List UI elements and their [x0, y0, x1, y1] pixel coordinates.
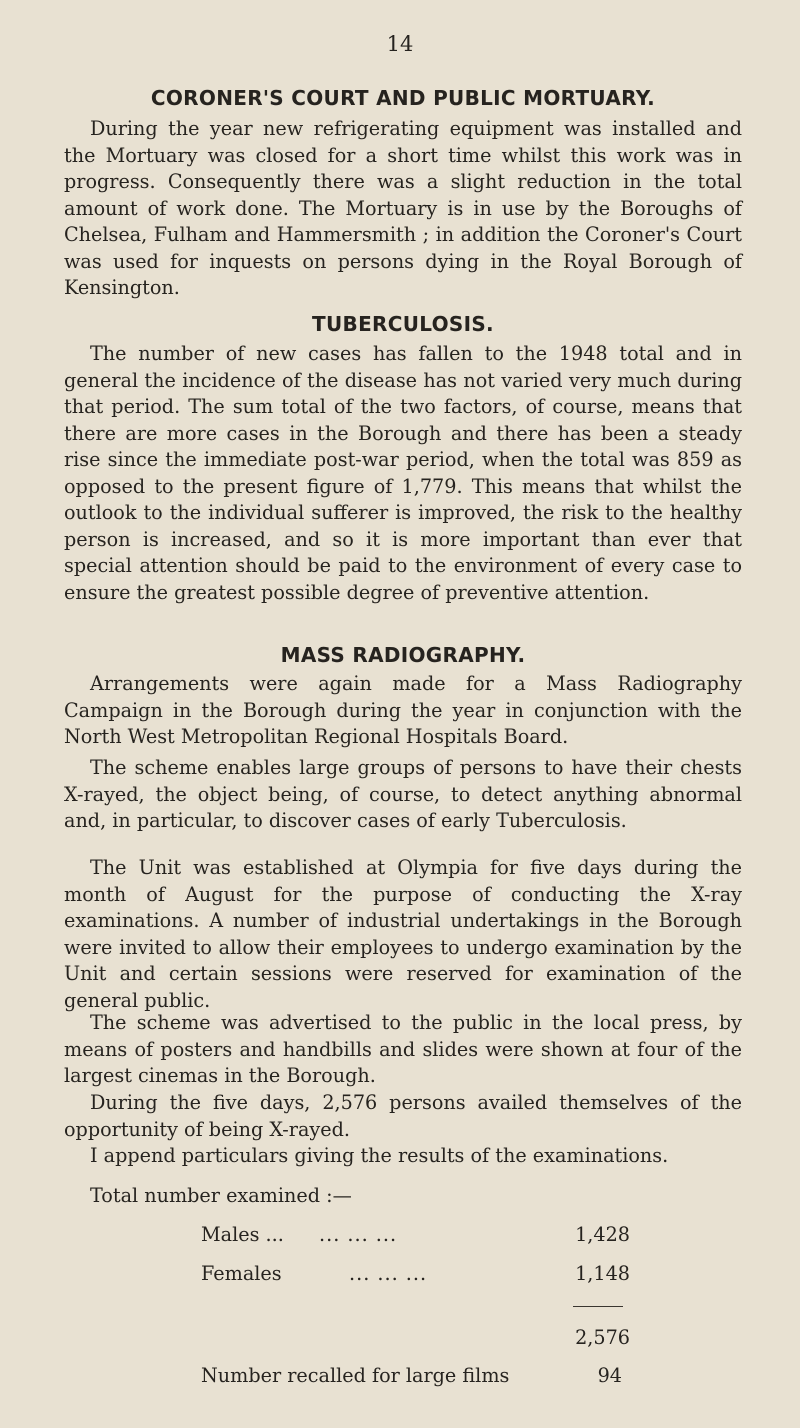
row-label: Males ...: [201, 1223, 284, 1246]
table-row: [0, 1222, 800, 1248]
section-heading: MASS RADIOGRAPHY.: [280, 643, 526, 667]
section-body: [64, 855, 742, 1014]
table-total-row: [0, 1325, 800, 1351]
table-row: [0, 1261, 800, 1287]
paragraph: The scheme was advertised to the public in the local press, by means of posters and handbills and slides were shown at four of the largest cinemas in the Borough.: [64, 1011, 742, 1087]
page-number: 14: [386, 32, 414, 56]
section-body: [64, 116, 742, 302]
section-body: [64, 1090, 742, 1143]
paragraph: Arrangements were again made for a Mass Radiography Campaign in the Borough during the year in conjunction with the North West Metropolitan Regional Hospitals Board.: [64, 672, 742, 748]
section-tuberculosis: [64, 312, 742, 336]
section-body: [64, 755, 742, 835]
row-value: 94: [597, 1364, 622, 1387]
paragraph: The Unit was established at Olympia for five days during the month of August for the purpose of conducting the X-ray examinations. A number of industrial undertakings in the Borough were invited to allow their employees to undergo examination by the Unit and certain sessions were reserved for examination of the general public.: [64, 856, 742, 1012]
table-intro-text: Total number examined :—: [90, 1184, 352, 1207]
table-intro: [64, 1183, 742, 1210]
row-value: 1,148: [575, 1262, 630, 1285]
section-body: [64, 671, 742, 751]
row-label: Number recalled for large films: [201, 1364, 510, 1387]
section-body: [64, 1010, 742, 1090]
section-body: [64, 1143, 742, 1170]
row-label: Females: [201, 1262, 282, 1285]
section-body: [64, 341, 742, 606]
paragraph: The scheme enables large groups of persons to have their chests X-rayed, the object being, of course, to detect anything abnormal and, in particular, to discover cases of early Tuberculosis.: [64, 756, 742, 832]
row-leader-dots: ... ... ...: [319, 1223, 398, 1246]
section-heading: TUBERCULOSIS.: [312, 312, 494, 336]
paragraph: During the five days, 2,576 persons availed themselves of the opportunity of being X-rayed.: [64, 1091, 742, 1141]
table-row-recalled: [0, 1363, 800, 1389]
paragraph: During the year new refrigerating equipment was installed and the Mortuary was closed for a short time whilst this work was in progress. Consequently there was a slight reduction in the total amount of work done. The Mortuary is in use by the Boroughs of Chelsea, Fulham and Hammersmith ; in addition the Coroner's Court was used for inquests on persons dying in the Royal Borough of Kensington.: [64, 117, 742, 299]
total-rule: [573, 1306, 623, 1307]
total-value: 2,576: [575, 1326, 630, 1349]
section-heading: CORONER'S COURT AND PUBLIC MORTUARY.: [150, 86, 656, 110]
section-mass-radiography: [64, 643, 742, 667]
paragraph: I append particulars giving the results of the examinations.: [90, 1144, 669, 1167]
section-coroners-court: [64, 86, 742, 110]
row-leader-dots: ... ... ...: [349, 1262, 428, 1285]
paragraph: The number of new cases has fallen to the 1948 total and in general the incidence of the disease has not varied very much during that period. The sum total of the two factors, of course, means that there are more cases in the Borough and there has been a steady rise since the immediate post-war period, when the total was 859 as opposed to the present figure of 1,779. This means that whilst the outlook to the individual sufferer is improved, the risk to the healthy person is increased, and so it is more important than ever that special attention should be paid to the environment of every case to ensure the greatest possible degree of preventive attention.: [64, 342, 742, 604]
row-value: 1,428: [575, 1223, 630, 1246]
